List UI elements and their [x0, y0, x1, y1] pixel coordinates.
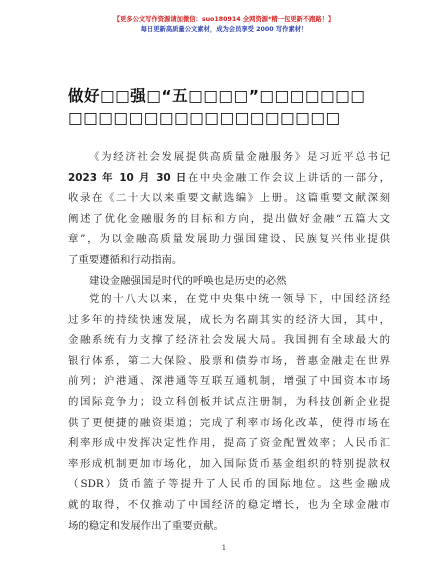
paragraph-line: 过多年的持续快速发展，成长为名副其实的经济大国，其中，: [68, 313, 390, 326]
document-title-line-1: 做好□□强□“五□□□□”□□□□□□□: [68, 87, 366, 105]
paragraph-line: 就的取得，不仅推动了中国经济的稳定增长，也为全球金融市: [68, 498, 390, 511]
paragraph-line: 的国际竞争力；设立科创板并试点注册制，为科技创新企业提: [68, 395, 390, 408]
paragraph-line: 党的十八大以来，在党中央集中统一领导下，中国经济经: [89, 293, 390, 305]
page-number: 1: [221, 544, 227, 552]
section-heading: 建设金融强国是时代的呼唤也是历史的必然: [89, 275, 287, 287]
paragraph-line: 了重要遵循和行动指南。: [68, 253, 183, 266]
paragraph-line: 利率形成中发挥决定性作用，提高了资金配置效率；人民币汇: [68, 437, 390, 450]
paragraph-body: [68, 289, 390, 536]
paragraph-line: [68, 168, 390, 189]
paragraph-intro: [68, 147, 390, 271]
paragraph-line: 收录在《二十大以来重要文献选编》上册。这篇重要文献深刻: [68, 192, 390, 205]
paragraph-line: 场的稳定和发展作出了重要贡献。: [68, 519, 224, 532]
promo-banner-line-1: 【更多公文写作资源请加微信：suo180914 全网资源*精一包更新不跑路！】: [113, 16, 335, 23]
paragraph-line: 供了更便捷的融资渠道；完成了利率市场化改革，使得市场在: [68, 416, 390, 429]
paragraph-line: 金融系统有力支撑了经济社会发展大局。我国拥有全球最大的: [68, 334, 390, 347]
paragraph-line-rest: 在中央金融工作会议上讲话的一部分，: [187, 171, 390, 184]
paragraph-line: 章”，为以金融高质量发展助力强国建设、民族复兴伟业提供: [68, 233, 390, 246]
document-title-line-2: □□□□□□□□□□□□□□□□□□: [68, 109, 341, 127]
paragraph-line: （SDR）货币篮子等提升了人民币的国际地位。这些金融成: [68, 478, 390, 491]
paragraph-line: 前列；沪港通、深港通等互联互通机制，增强了中国资本市场: [68, 375, 390, 388]
paragraph-line: 率形成机制更加市场化，加入国际货币基金组织的特别提款权: [68, 457, 390, 470]
paragraph-line: 阐述了优化金融服务的目标和方向，提出做好金融“五篇大文: [68, 212, 390, 225]
paragraph-line: 《为经济社会发展提供高质量金融服务》是习近平总书记: [89, 151, 390, 163]
date-text: 2023 年 10 月 30 日: [68, 171, 188, 184]
promo-banner-line-2: 每日更新高质量公文素材，成为会员享受 2000 写作素材！: [140, 26, 308, 33]
paragraph-line: 银行体系，第二大保险、股票和债券市场，普惠金融走在世界: [68, 354, 390, 367]
